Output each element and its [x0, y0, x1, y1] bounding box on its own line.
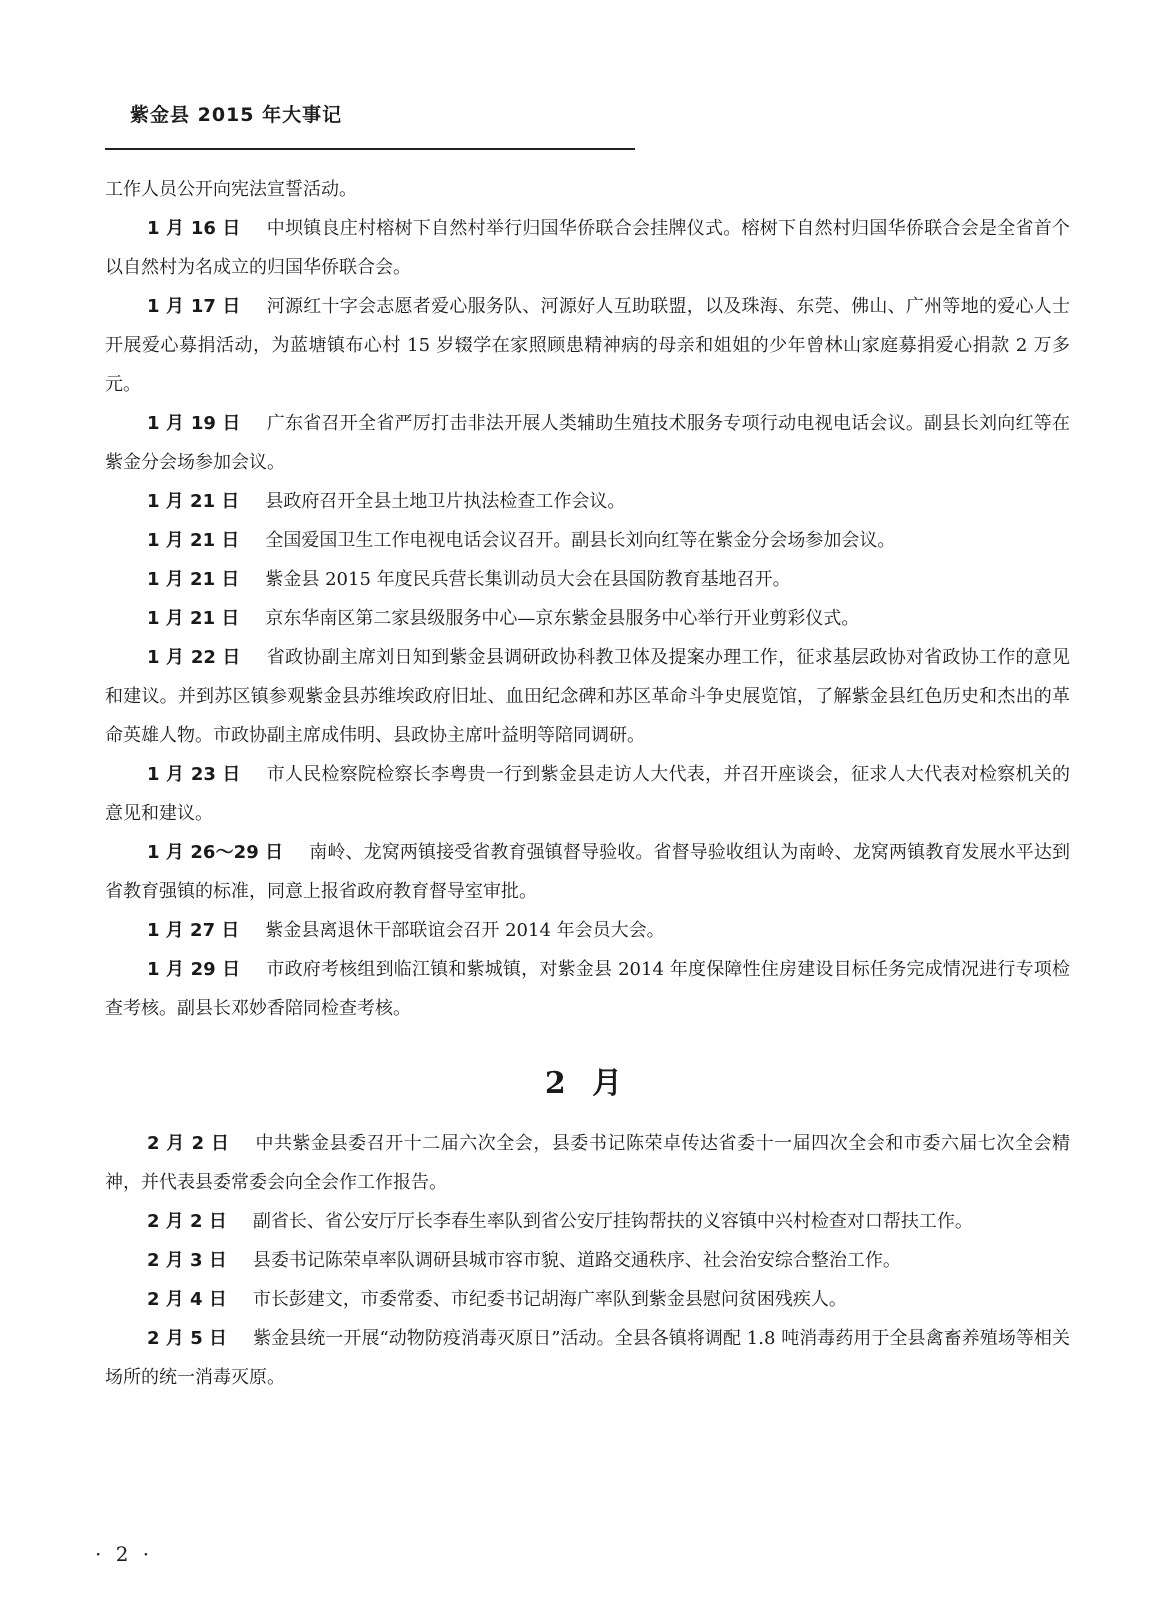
- entry-date: 1 月 23 日: [147, 764, 241, 785]
- month-heading: 2 月: [544, 1066, 631, 1101]
- entry-text: 省政协副主席刘日知到紫金县调研政协科教卫体及提案办理工作，征求基层政协对省政协工作的意见和建议。并到苏区镇参观紫金县苏维埃政府旧址、血田纪念碑和苏区革命斗争史展览馆，了解紫金县红色历史和杰出的革命英雄人物。市政协副主席成伟明、县政协主席叶益明等陪同调研。: [105, 647, 1071, 746]
- page-number: · 2 ·: [95, 1542, 154, 1566]
- entry-date: 1 月 29 日: [147, 959, 241, 980]
- page-body: [105, 170, 1070, 1397]
- entry-date: 2 月 2 日: [147, 1211, 227, 1232]
- entry-paragraph: [105, 638, 1070, 755]
- entry-text: 紫金县离退休干部联谊会召开 2014 年会员大会。: [265, 920, 665, 941]
- entry-text: 南岭、龙窝两镇接受省教育强镇督导验收。省督导验收组认为南岭、龙窝两镇教育发展水平达到省教育强镇的标准，同意上报省政府教育督导室审批。: [105, 842, 1071, 902]
- entry-text: 全国爱国卫生工作电视电话会议召开。副县长刘向红等在紫金分会场参加会议。: [265, 530, 896, 551]
- entry-paragraph: [105, 209, 1070, 287]
- entry-paragraph: [105, 599, 1070, 638]
- entry-paragraph: [105, 404, 1070, 482]
- entry-date: 2 月 4 日: [147, 1289, 227, 1310]
- entry-text: 紫金县统一开展“动物防疫消毒灭原日”活动。全县各镇将调配 1.8 吨消毒药用于全县禽畜养殖场等相关场所的统一消毒灭原。: [105, 1328, 1070, 1388]
- entry-paragraph: [105, 755, 1070, 833]
- entry-date: 1 月 21 日: [147, 491, 240, 512]
- entry-date: 1 月 16 日: [147, 218, 241, 239]
- entry-paragraph: [105, 482, 1070, 521]
- running-title: 紫金县 2015 年大事记: [130, 104, 343, 126]
- entry-paragraph: [105, 1202, 1070, 1241]
- entry-text: 副省长、省公安厅厅长李春生率队到省公安厅挂钩帮扶的义容镇中兴村检查对口帮扶工作。: [252, 1211, 973, 1232]
- header-rule: [105, 148, 635, 150]
- entry-paragraph: [105, 560, 1070, 599]
- entry-text: 县政府召开全县土地卫片执法检查工作会议。: [265, 491, 626, 512]
- entry-paragraph: [105, 1280, 1070, 1319]
- entry-date: 1 月 17 日: [147, 296, 241, 317]
- entry-date: 2 月 5 日: [147, 1328, 228, 1349]
- entry-text: 县委书记陈荣卓率队调研县城市容市貌、道路交通秩序、社会治安综合整治工作。: [252, 1250, 901, 1271]
- entry-paragraph: [105, 1241, 1070, 1280]
- february-entries: [105, 1124, 1070, 1397]
- entry-paragraph: [105, 911, 1070, 950]
- entry-date: 2 月 2 日: [147, 1133, 230, 1154]
- entry-date: 2 月 3 日: [147, 1250, 227, 1271]
- entry-text: 市政府考核组到临江镇和紫城镇，对紫金县 2014 年度保障性住房建设目标任务完成情况进行专项检查考核。副县长邓妙香陪同检查考核。: [105, 959, 1071, 1019]
- entry-text: 广东省召开全省严厉打击非法开展人类辅助生殖技术服务专项行动电视电话会议。副县长刘向红等在紫金分会场参加会议。: [105, 413, 1071, 473]
- entry-paragraph: [105, 1124, 1070, 1202]
- january-entries: [105, 209, 1070, 1028]
- entry-text: 河源红十字会志愿者爱心服务队、河源好人互助联盟，以及珠海、东莞、佛山、广州等地的爱心人士开展爱心募捐活动，为蓝塘镇布心村 15 岁辍学在家照顾患精神病的母亲和姐姐的少年曾林山家庭募捐爱心捐款 2 万多元。: [105, 296, 1071, 395]
- entry-text: 中坝镇良庄村榕树下自然村举行归国华侨联合会挂牌仪式。榕树下自然村归国华侨联合会是全省首个以自然村为名成立的归国华侨联合会。: [105, 218, 1071, 278]
- entry-paragraph: [105, 833, 1070, 911]
- entry-paragraph: [105, 1319, 1070, 1397]
- entry-date: 1 月 27 日: [147, 920, 240, 941]
- continuation-paragraph: 工作人员公开向宪法宣誓活动。: [105, 179, 357, 200]
- entry-date: 1 月 26～29 日: [147, 842, 284, 863]
- entry-text: 京东华南区第二家县级服务中心—京东紫金县服务中心举行开业剪彩仪式。: [265, 608, 860, 629]
- entry-paragraph: [105, 950, 1070, 1028]
- entry-date: 1 月 21 日: [147, 530, 240, 551]
- entry-date: 1 月 21 日: [147, 569, 240, 590]
- entry-text: 紫金县 2015 年度民兵营长集训动员大会在县国防教育基地召开。: [265, 569, 791, 590]
- entry-text: 中共紫金县委召开十二届六次全会，县委书记陈荣卓传达省委十一届四次全会和市委六届七次全会精神，并代表县委常委会向全会作工作报告。: [105, 1133, 1070, 1193]
- entry-date: 1 月 21 日: [147, 608, 240, 629]
- entry-text: 市人民检察院检察长李粤贵一行到紫金县走访人大代表，并召开座谈会，征求人大代表对检察机关的意见和建议。: [105, 764, 1071, 824]
- entry-date: 1 月 19 日: [147, 413, 241, 434]
- entry-paragraph: [105, 287, 1070, 404]
- entry-date: 1 月 22 日: [147, 647, 241, 668]
- entry-paragraph: [105, 521, 1070, 560]
- entry-text: 市长彭建文，市委常委、市纪委书记胡海广率队到紫金县慰问贫困残疾人。: [252, 1289, 847, 1310]
